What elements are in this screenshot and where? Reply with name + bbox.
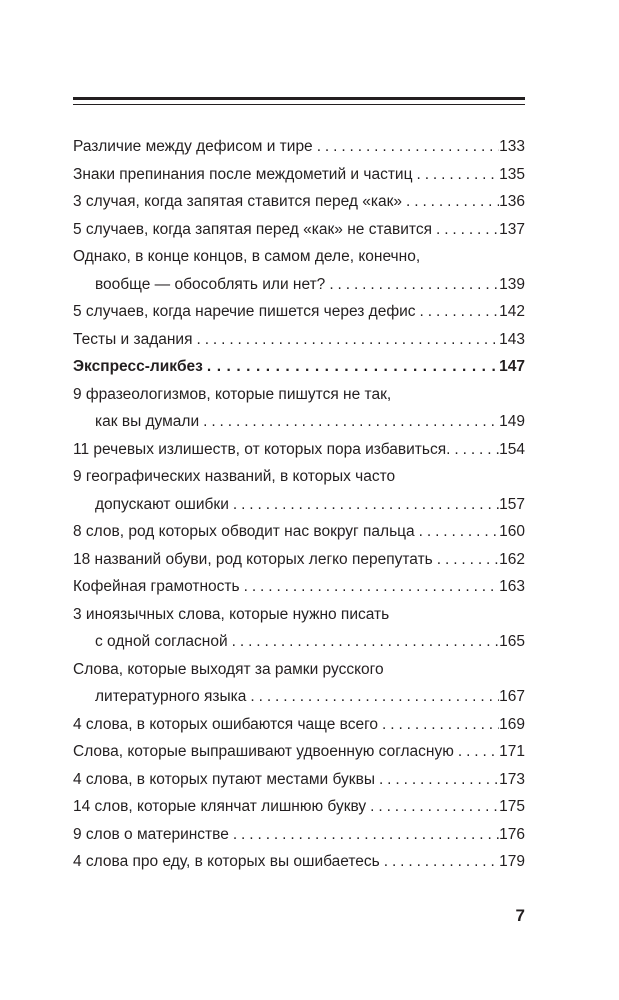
toc-entry: [73, 161, 525, 189]
toc-entry-title: 18 названий обуви, род которых легко перепутать: [73, 550, 433, 568]
toc-entry-continuation: [73, 683, 525, 711]
toc-entry: [73, 381, 525, 409]
toc-entry-title: Однако, в конце концов, в самом деле, конечно,: [73, 248, 421, 265]
toc-entry-title: Слова, которые выходят за рамки русского: [73, 660, 384, 678]
toc-entry: [73, 518, 525, 546]
toc-entry: [73, 766, 525, 794]
dot-leader: [192, 326, 499, 354]
toc-entry: [73, 436, 525, 464]
toc-entry-title: 5 случаев, когда запятая перед «как» не ставится: [73, 220, 432, 238]
toc-entry-continuation: [73, 491, 525, 519]
toc-entry: [73, 848, 525, 876]
toc-entry-title-continuation: вообще — обособлять или нет?: [95, 275, 326, 293]
dot-leader: [325, 271, 499, 299]
toc-entry-title: 9 фразеологизмов, которые пишутся не так,: [73, 385, 392, 403]
dot-leader: [433, 546, 499, 574]
toc-entry-title-continuation: допускают ошибки: [95, 495, 229, 513]
toc-entry-title: 11 речевых излишеств, от которых пора избавиться.: [73, 440, 451, 458]
toc-entry: [73, 573, 525, 601]
toc-entry-continuation: [73, 271, 525, 299]
toc-entry-page: 167: [499, 688, 525, 705]
toc-section-heading: [73, 353, 525, 381]
toc-entry: [73, 546, 525, 574]
toc-entry-page: 160: [499, 523, 525, 540]
page-number: 7: [515, 906, 525, 925]
dot-leader: [415, 518, 499, 546]
toc-entry-page: 142: [499, 303, 525, 320]
dot-leader: [246, 683, 499, 711]
toc-section-page: 147: [499, 358, 525, 375]
dot-leader: [228, 628, 499, 656]
toc-entry-page: 154: [499, 440, 525, 458]
toc-entry-page: 135: [499, 165, 525, 183]
toc-entry-title: 9 слов о материнстве: [73, 825, 229, 843]
toc-entry-page: 173: [499, 770, 525, 788]
dot-leader: [203, 353, 499, 381]
toc-entry: [73, 793, 525, 821]
toc-entry: [73, 298, 525, 326]
dot-leader: [416, 298, 500, 326]
toc-entry-title: 4 слова, в которых путают местами буквы: [73, 770, 375, 788]
toc-entry-page: 137: [499, 220, 525, 238]
toc-entry-title-continuation: литературного языка: [95, 688, 247, 705]
dot-leader: [450, 436, 499, 464]
dot-leader: [199, 408, 499, 436]
toc-entry: [73, 326, 525, 354]
toc-entry-page: 157: [499, 495, 525, 513]
toc-entry-title: Слова, которые выпрашивают удвоенную согласную: [73, 743, 454, 760]
toc-entry-page: 136: [499, 193, 525, 210]
toc-entry-title: 3 случая, когда запятая ставится перед «как»: [73, 193, 403, 210]
toc-entry: [73, 821, 525, 849]
toc-entry: [73, 243, 525, 271]
header-rule-thin: [73, 104, 525, 105]
toc-entry-page: 176: [499, 825, 525, 843]
toc-entry-title: 3 иноязычных слова, которые нужно писать: [73, 605, 390, 623]
toc-entry-title: Тесты и задания: [73, 330, 193, 348]
toc-entry-title: 8 слов, род которых обводит нас вокруг пальца: [73, 523, 415, 540]
toc-entry: [73, 656, 525, 684]
toc-entry-page: 179: [499, 853, 525, 870]
toc-entry: [73, 711, 525, 739]
toc-entry-page: 169: [499, 715, 525, 733]
toc-entry-title: 9 географических названий, в которых часто: [73, 468, 396, 485]
toc-entry-title: 5 случаев, когда наречие пишется через дефис: [73, 303, 416, 320]
toc-entry-page: 165: [499, 633, 525, 650]
toc-entry-title-continuation: с одной согласной: [95, 633, 228, 650]
dot-leader: [229, 491, 499, 519]
dot-leader: [378, 711, 499, 739]
dot-leader: [454, 738, 499, 766]
dot-leader: [229, 821, 499, 849]
toc-entry-page: 143: [499, 330, 525, 348]
table-of-contents: [73, 133, 525, 876]
dot-leader: [432, 216, 499, 244]
toc-entry-title: Различие между дефисом и тире: [73, 138, 313, 155]
toc-entry-page: 171: [499, 743, 525, 760]
dot-leader: [402, 188, 499, 216]
toc-section-title: Экспресс-ликбез: [73, 358, 203, 375]
toc-entry-continuation: [73, 628, 525, 656]
toc-entry-title-continuation: как вы думали: [95, 413, 200, 430]
toc-entry: [73, 188, 525, 216]
toc-entry-page: 175: [499, 798, 525, 815]
toc-entry-continuation: [73, 408, 525, 436]
toc-entry: [73, 601, 525, 629]
toc-entry-page: 139: [499, 275, 525, 293]
toc-entry: [73, 133, 525, 161]
dot-leader: [313, 133, 499, 161]
toc-entry-title: 4 слова, в которых ошибаются чаще всего: [73, 715, 379, 733]
toc-entry: [73, 463, 525, 491]
toc-entry-page: 133: [499, 138, 525, 155]
toc-entry-title: Знаки препинания после междометий и частиц: [73, 165, 413, 183]
toc-entry-title: Кофейная грамотность: [73, 578, 240, 595]
dot-leader: [366, 793, 499, 821]
toc-entry-page: 162: [499, 550, 525, 568]
header-rule-thick: [73, 97, 525, 100]
toc-entry-page: 149: [499, 413, 525, 430]
toc-entry-title: 14 слов, которые клянчат лишнюю букву: [73, 798, 367, 815]
toc-entry: [73, 216, 525, 244]
toc-entry-title: 4 слова про еду, в которых вы ошибаетесь: [73, 853, 380, 870]
dot-leader: [380, 848, 499, 876]
dot-leader: [375, 766, 499, 794]
toc-entry: [73, 738, 525, 766]
dot-leader: [240, 573, 500, 601]
toc-entry-page: 163: [499, 578, 525, 595]
dot-leader: [412, 161, 499, 189]
